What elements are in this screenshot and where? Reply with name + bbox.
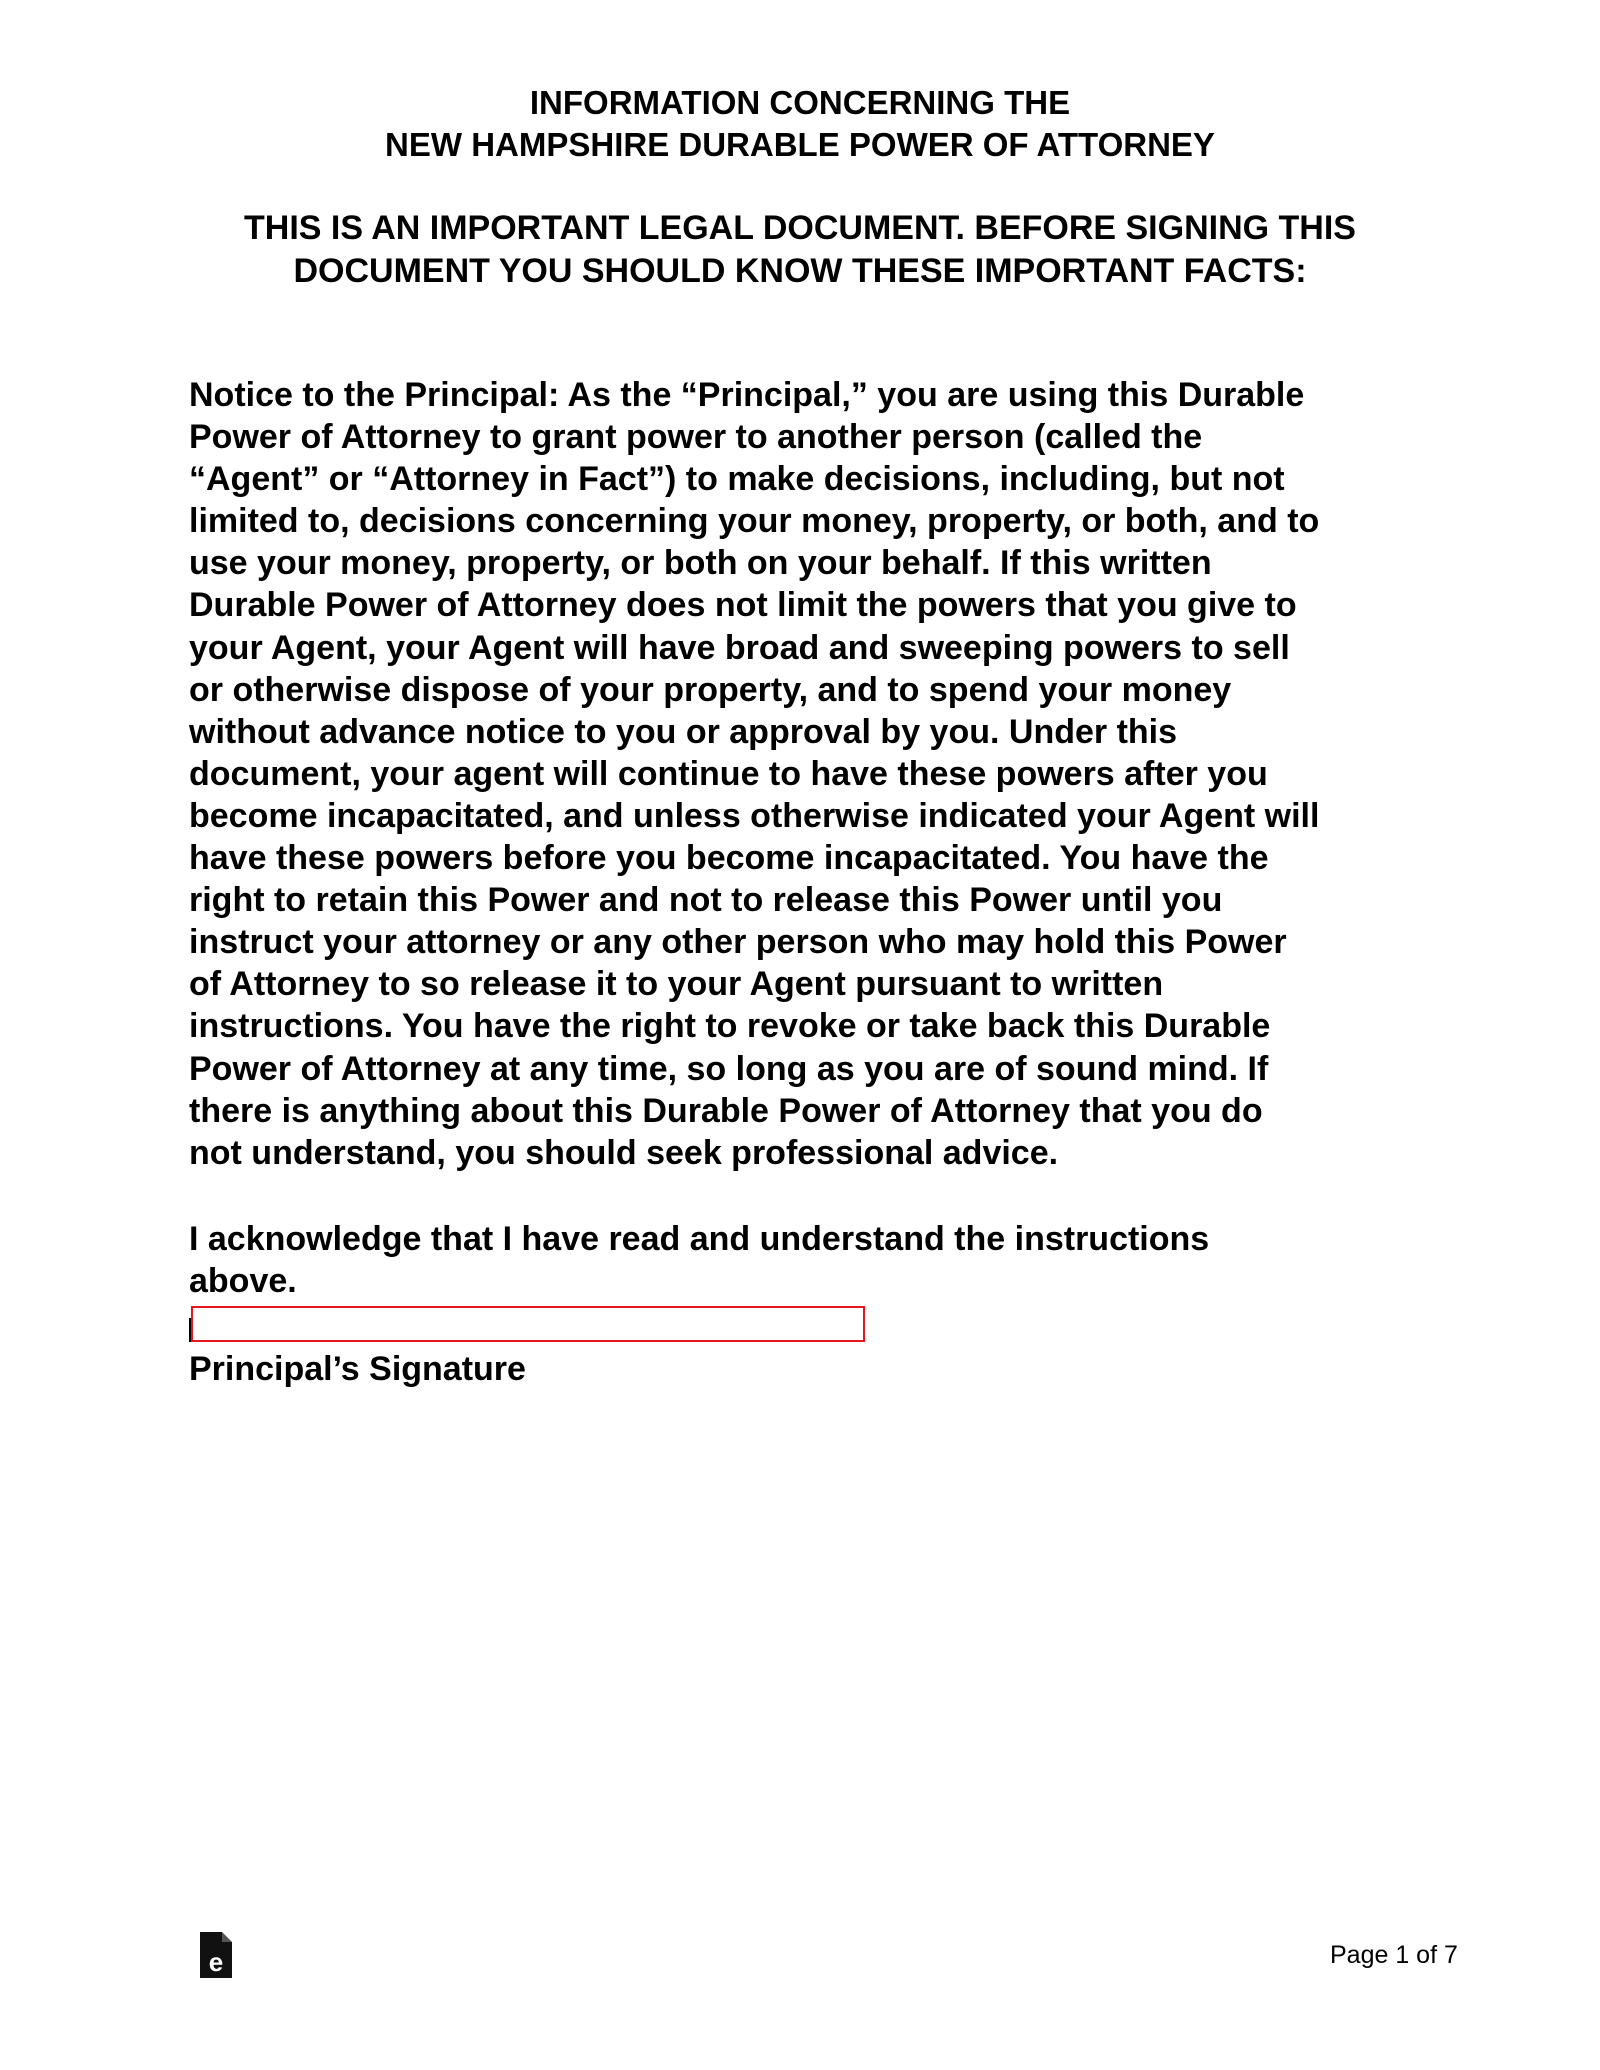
notice-line: have these powers before you become incapacitated. You have the xyxy=(189,839,1269,878)
notice-line: document, your agent will continue to have these powers after you xyxy=(189,754,1268,793)
notice-line: without advance notice to you or approval by you. Under this xyxy=(189,712,1178,751)
acknowledgement-line: I acknowledge that I have read and understand the instructions xyxy=(189,1220,1210,1258)
acknowledgement-line: above. xyxy=(189,1262,297,1300)
page-number: Page 1 of 7 xyxy=(1330,1941,1458,1969)
principal-signature-label: Principal’s Signature xyxy=(189,1350,526,1388)
notice-line: right to retain this Power and not to release this Power until you xyxy=(189,881,1223,920)
notice-line: use your money, property, or both on your behalf. If this written xyxy=(189,544,1212,583)
notice-line: of Attorney to so release it to your Agent pursuant to written xyxy=(189,965,1164,1004)
notice-line: “Agent” or “Attorney in Fact”) to make decisions, including, but not xyxy=(189,460,1285,499)
svg-text:e: e xyxy=(208,1947,224,1977)
esign-e-logo-icon xyxy=(198,1930,234,1980)
notice-line: Notice to the Principal: As the “Principal,” you are using this Durable xyxy=(189,376,1305,414)
acknowledgement-statement xyxy=(189,1218,1209,1302)
document-title-line-1: INFORMATION CONCERNING THE xyxy=(529,84,1071,121)
notice-line: your Agent, your Agent will have broad and sweeping powers to sell xyxy=(189,628,1290,667)
notice-to-principal-paragraph xyxy=(189,374,1449,1174)
notice-line: become incapacitated, and unless otherwise indicated your Agent will xyxy=(189,796,1320,835)
notice-line: not understand, you should seek professional advice. xyxy=(189,1133,1059,1172)
document-title-line-2: NEW HAMPSHIRE DURABLE POWER OF ATTORNEY xyxy=(385,126,1215,163)
principal-signature-field[interactable] xyxy=(191,1306,865,1342)
notice-line: or otherwise dispose of your property, and to spend your money xyxy=(189,670,1232,709)
notice-line: instructions. You have the right to revoke or take back this Durable xyxy=(189,1007,1271,1046)
notice-line: Power of Attorney to grant power to another person (called the xyxy=(189,418,1203,457)
notice-line: Durable Power of Attorney does not limit the powers that you give to xyxy=(189,586,1297,625)
warning-heading-line-1: THIS IS AN IMPORTANT LEGAL DOCUMENT. BEFORE SIGNING THIS xyxy=(244,209,1356,247)
notice-line: limited to, decisions concerning your money, property, or both, and to xyxy=(189,502,1320,541)
notice-line: there is anything about this Durable Power of Attorney that you do xyxy=(189,1091,1263,1130)
notice-line: Power of Attorney at any time, so long as you are of sound mind. If xyxy=(189,1049,1269,1088)
warning-heading-line-2: DOCUMENT YOU SHOULD KNOW THESE IMPORTANT FACTS: xyxy=(293,252,1307,290)
notice-line: instruct your attorney or any other person who may hold this Power xyxy=(189,923,1287,962)
